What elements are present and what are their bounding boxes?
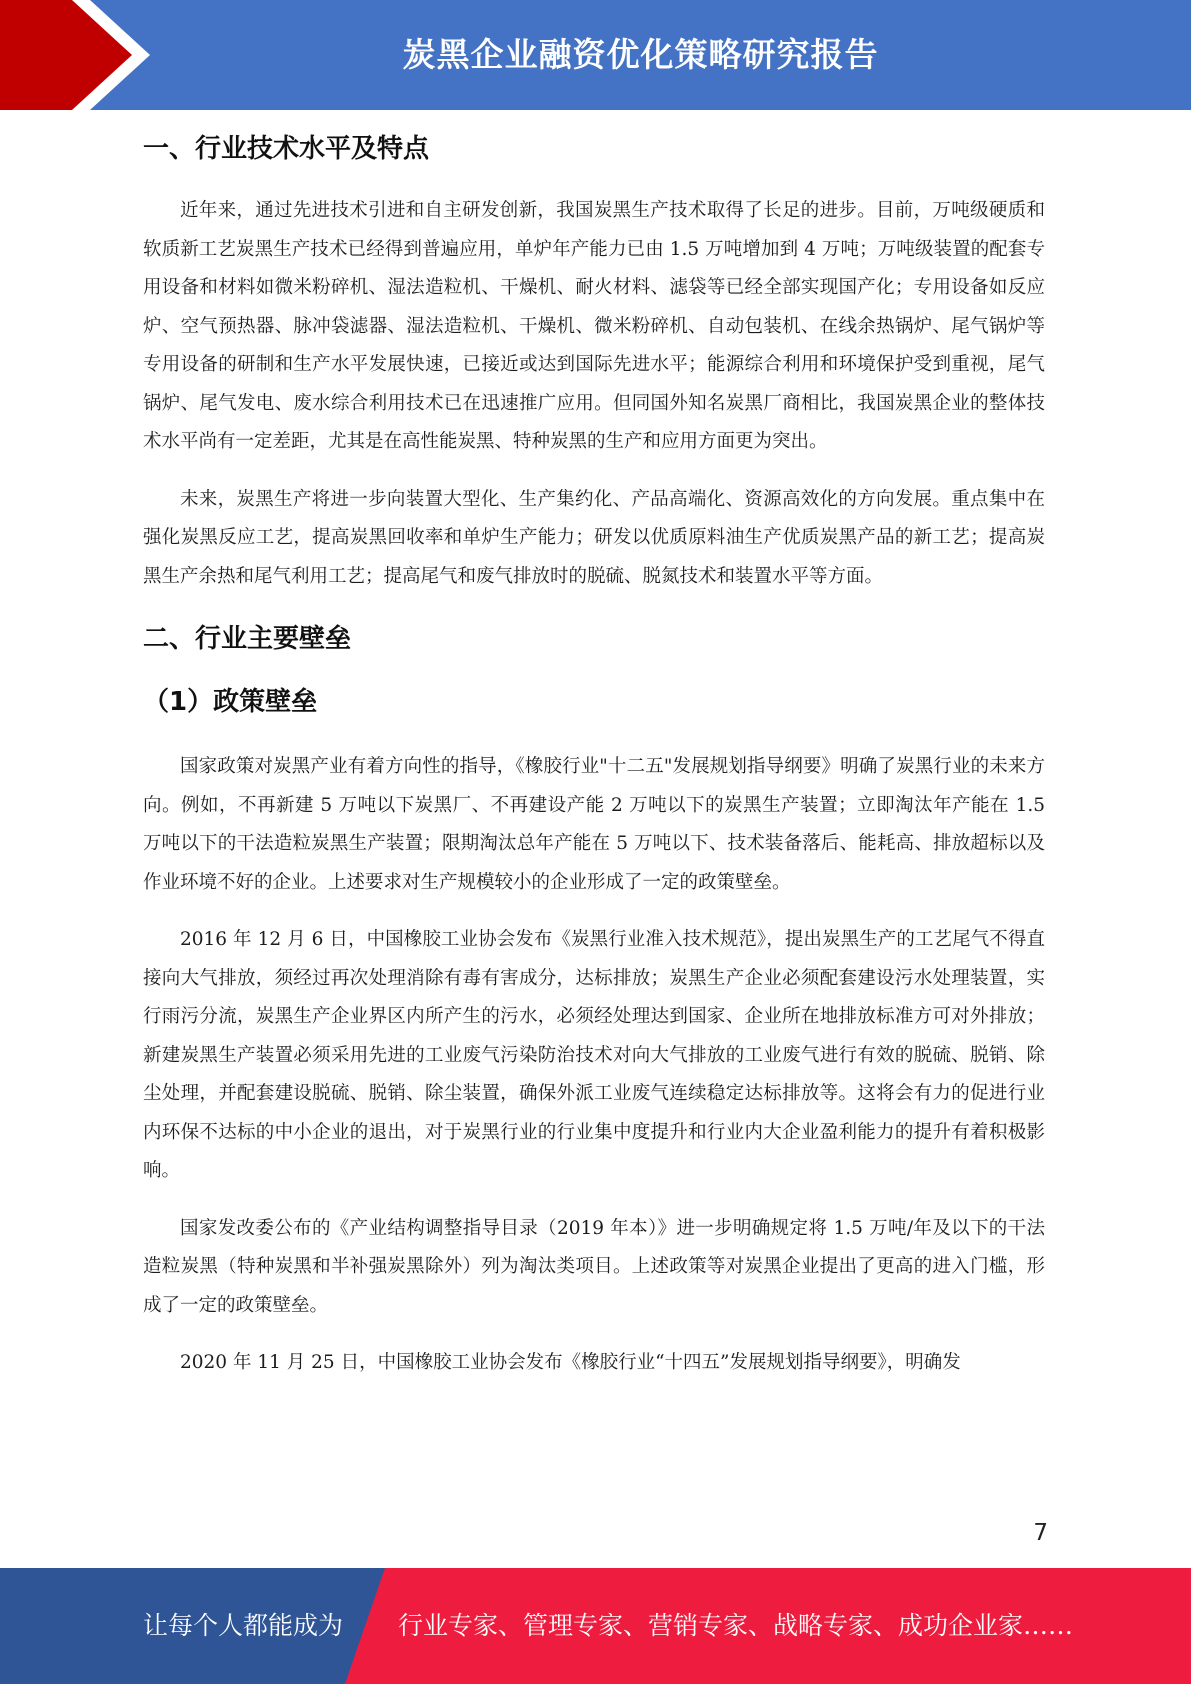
paragraph: 未来，炭黑生产将进一步向装置大型化、生产集约化、产品高端化、资源高效化的方向发展。重点集中在强化炭黑反应工艺，提高炭黑回收率和单炉生产能力；研发以优质原料油生产优质炭黑产品的新工艺；提高炭黑生产余热和尾气利用工艺；提高尾气和废气排放时的脱硫、脱氮技术和装置水平等方面。 [143,488,1045,587]
footer-slogan-right: 行业专家、管理专家、营销专家、战略专家、成功企业家…… [398,1611,1074,1640]
paragraph: 2020 年 11 月 25 日，中国橡胶工业协会发布《橡胶行业“十四五”发展规划指导纲要》，明确发 [180,1352,961,1373]
section-heading: 二、行业主要壁垒 [143,624,352,654]
footer-slogan-left: 让每个人都能成为 [143,1611,344,1640]
page-body [143,118,1045,1383]
red-chevron-icon [0,0,160,110]
section-heading: 一、行业技术水平及特点 [143,134,430,164]
page-number: 7 [1033,1520,1048,1546]
paragraph: 国家发改委公布的《产业结构调整指导目录（2019 年本）》进一步明确规定将 1.5 万吨/年及以下的干法造粒炭黑（特种炭黑和半补强炭黑除外）列为淘汰类项目。上述政策等对炭黑企业提出了更高的进入门槛，形成了一定的政策壁垒。 [143,1217,1045,1316]
page-footer-band [0,1568,1191,1684]
paragraph: 近年来，通过先进技术引进和自主研发创新，我国炭黑生产技术取得了长足的进步。目前，万吨级硬质和软质新工艺炭黑生产技术已经得到普遍应用，单炉年产能力已由 1.5 万吨增加到 4 万吨；万吨级装置的配套专用设备和材料如微米粉碎机、湿法造粒机、干燥机、耐火材料、滤袋等已经全部实现国产化；专用设备如反应炉、空气预热器、脉冲袋滤器、湿法造粒机、干燥机、微米粉碎机、自动包装机、在线余热锅炉、尾气锅炉等专用设备的研制和生产水平发展快速，已接近或达到国际先进水平；能源综合利用和环境保护受到重视，尾气锅炉、尾气发电、废水综合利用技术已在迅速推广应用。但同国外知名炭黑厂商相比，我国炭黑企业的整体技术水平尚有一定差距，尤其是在高性能炭黑、特种炭黑的生产和应用方面更为突出。 [143,200,1045,452]
page-header-band [0,0,1191,110]
paragraph: 2016 年 12 月 6 日，中国橡胶工业协会发布《炭黑行业准入技术规范》，提出炭黑生产的工艺尾气不得直接向大气排放，须经过再次处理消除有毒有害成分，达标排放；炭黑生产企业必须配套建设污水处理装置，实行雨污分流，炭黑生产企业界区内所产生的污水，必须经处理达到国家、企业所在地排放标准方可对外排放；新建炭黑生产装置必须采用先进的工业废气污染防治技术对向大气排放的工业废气进行有效的脱硫、脱销、除尘处理，并配套建设脱硫、脱销、除尘装置，确保外派工业废气连续稳定达标排放等。这将会有力的促进行业内环保不达标的中小企业的退出，对于炭黑行业的行业集中度提升和行业内大企业盈利能力的提升有着积极影响。 [143,929,1045,1181]
subsection-heading: （1）政策壁垒 [143,687,318,717]
report-title: 炭黑企业融资优化策略研究报告 [402,35,879,74]
paragraph: 国家政策对炭黑产业有着方向性的指导，《橡胶行业"十二五"发展规划指导纲要》明确了炭黑行业的未来方向。例如，不再新建 5 万吨以下炭黑厂、不再建设产能 2 万吨以下的炭黑生产装置；立即淘汰年产能在 1.5 万吨以下的干法造粒炭黑生产装置；限期淘汰总年产能在 5 万吨以下、技术装备落后、能耗高、排放超标以及作业环境不好的企业。上述要求对生产规模较小的企业形成了一定的政策壁垒。 [143,756,1045,893]
